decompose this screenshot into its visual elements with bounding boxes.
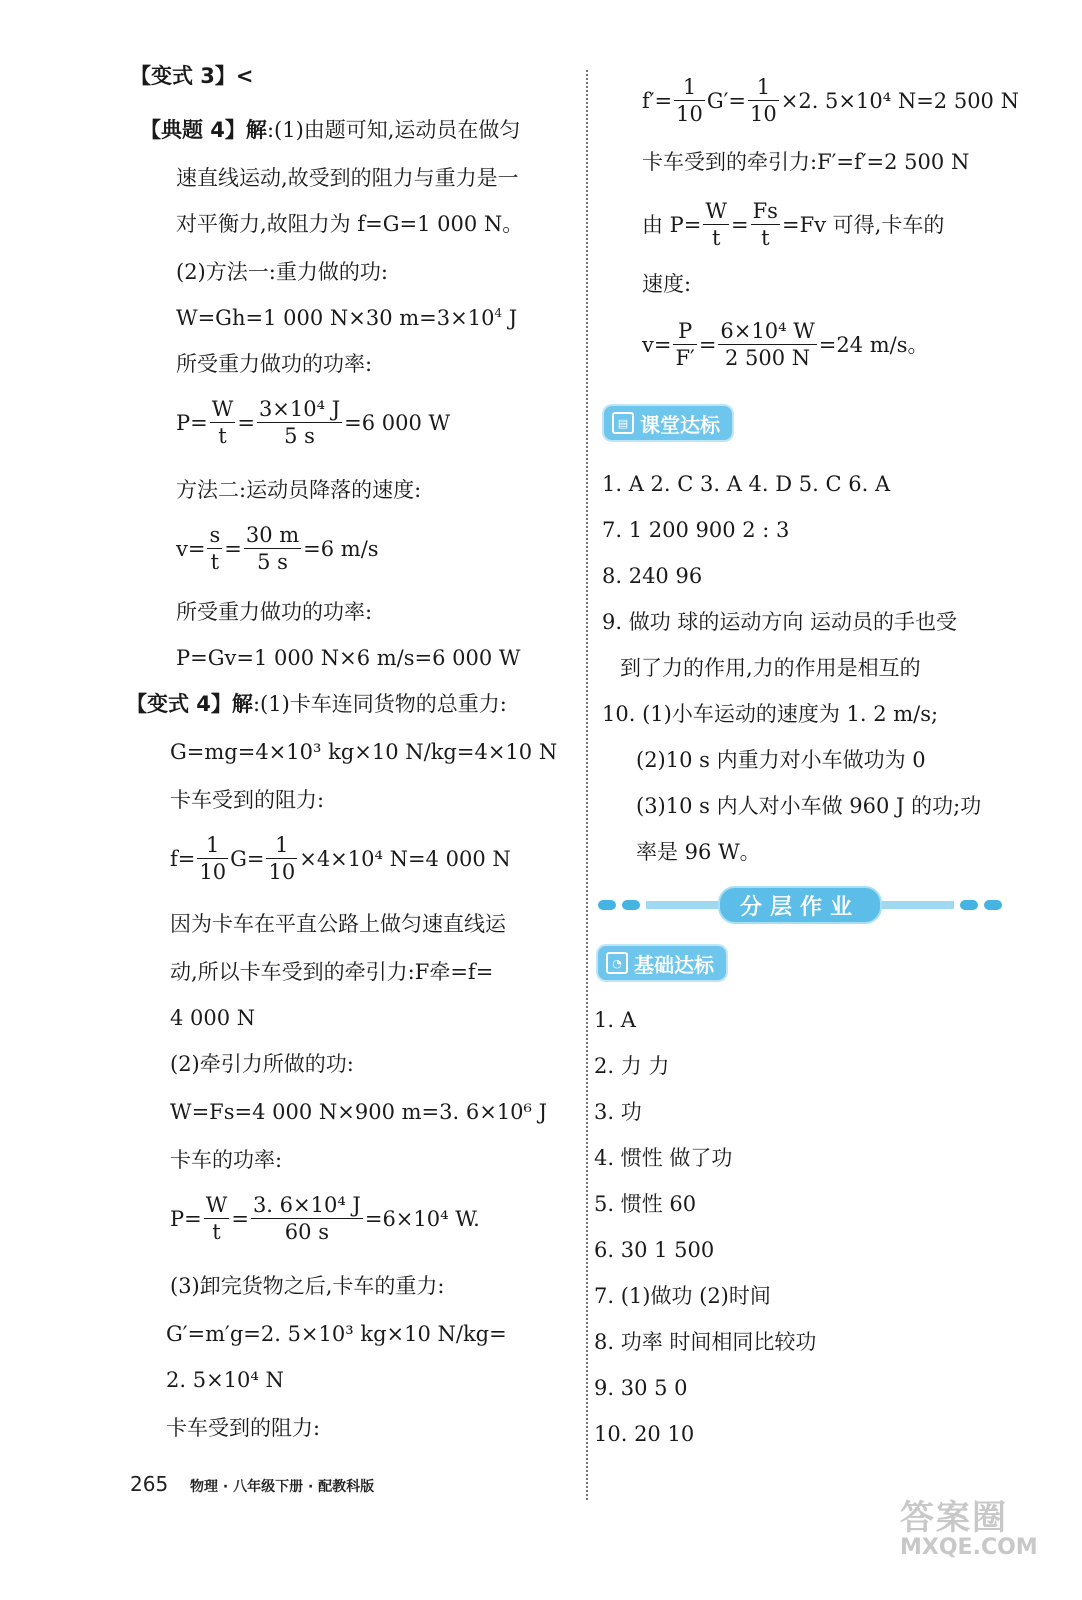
variant-4-heading: 【变式 4】解:(1)卡车连同货物的总重力: bbox=[126, 692, 507, 716]
answer-line: (3)10 s 内人对小车做 960 J 的功;功 bbox=[636, 794, 982, 818]
answer-line: 9. 30 5 0 bbox=[594, 1376, 688, 1400]
fraction: $\frac{30 m}{5 s}$ bbox=[245, 523, 300, 574]
text-line: 卡车受到的阻力: bbox=[170, 788, 325, 812]
fraction: $\frac{1}{10}$ bbox=[268, 833, 296, 884]
text-line: 卡车的功率: bbox=[170, 1148, 283, 1172]
fraction: $\frac{\text{6×10⁴ W}}{2 500 N}$ bbox=[720, 319, 815, 370]
banner-title: 分层作业 bbox=[718, 886, 882, 924]
answer-line: 10. 20 10 bbox=[594, 1422, 695, 1446]
text-line: 4 000 N bbox=[170, 1006, 256, 1030]
equation-line: W=Gh=1 000 N×30 $m=3\times 10^4$ J bbox=[176, 306, 518, 330]
text-line: 方法二:运动员降落的速度: bbox=[176, 478, 422, 502]
lock-icon: ◔ bbox=[606, 952, 628, 974]
fraction: $\frac{1}{10}$ bbox=[750, 75, 777, 126]
answer-line: 1. A bbox=[594, 1008, 636, 1032]
text-line: 速直线运动,故受到的阻力与重力是一 bbox=[176, 166, 519, 190]
example-4-heading: 【典题 4】解:(1)由题可知,运动员在做匀 bbox=[140, 118, 521, 142]
equation-line: 卡车受到的牵引力:F′=f′=2 500 N bbox=[642, 150, 970, 174]
text-line: 所受重力做功的功率: bbox=[176, 600, 373, 624]
answer-line: 10. (1)小车运动的速度为 1. 2 m/s; bbox=[602, 702, 939, 726]
text-line: (3)卸完货物之后,卡车的重力: bbox=[170, 1274, 445, 1298]
fraction: $\frac{\text{3×10⁴ J}}{5 s}$ bbox=[258, 397, 341, 448]
text-line: 对平衡力,故阻力为 f=G=1 000 N。 bbox=[176, 212, 524, 236]
fraction: $\frac{P}{F'}$ bbox=[675, 319, 695, 370]
section-badge-basic: ◔ 基础达标 bbox=[598, 946, 726, 980]
answer-line: 7. (1)做功 (2)时间 bbox=[594, 1284, 771, 1308]
equation-line: P=Gv=1 000 N×6 m/s=6 000 W bbox=[176, 646, 521, 670]
fraction: $\frac{s}{t}$ bbox=[209, 523, 221, 574]
fraction-equation: v= $\frac{s}{t}$ = $\frac{30 m}{5 s}$ =6 m/s bbox=[176, 523, 379, 574]
column-divider bbox=[586, 70, 588, 1500]
fraction-equation: f′= $\frac{1}{10}$ G′= $\frac{1}{10}$ ×2. 5×10⁴ N=2 500 N bbox=[642, 75, 1019, 126]
answer-line: 5. 惯性 60 bbox=[594, 1192, 697, 1216]
answer-line: 8. 功率 时间相同比较功 bbox=[594, 1330, 817, 1354]
answer-line: 8. 240 96 bbox=[602, 564, 703, 588]
answer-line: 1. A 2. C 3. A 4. D 5. C 6. A bbox=[602, 472, 891, 496]
equation-line: G=mg=4×10³ kg×10 N/kg=4×10 N bbox=[170, 740, 558, 764]
fraction: $\frac{\text{3. 6×10⁴ J}}{60 s}$ bbox=[252, 1193, 361, 1244]
fraction-equation: v= $\frac{P}{F'}$ = $\frac{\text{6×10⁴ W}}{2 500 N}$ =24 m/s。 bbox=[642, 319, 929, 370]
fraction: $\frac{Fs}{t}$ bbox=[752, 199, 778, 250]
fraction-equation: P= $\frac{W}{t}$ = $\frac{\text{3. 6×10⁴ J}}{60 s}$ =6×10⁴ W. bbox=[170, 1193, 480, 1244]
fraction-equation: P= $\frac{W}{t}$ = $\frac{\text{3×10⁴ J}}{5 s}$ =6 000 W bbox=[176, 397, 451, 448]
variant-3-line: 【变式 3】< bbox=[130, 64, 254, 88]
text-line: (2)牵引力所做的功: bbox=[170, 1052, 354, 1076]
answer-line: 到了力的作用,力的作用是相互的 bbox=[620, 656, 921, 680]
answer-line: 9. 做功 球的运动方向 运动员的手也受 bbox=[602, 610, 958, 634]
text-line: 速度: bbox=[642, 272, 692, 296]
fraction-equation: 由 P= $\frac{W}{t}$ = $\frac{Fs}{t}$ =Fv 可得,卡车的 bbox=[642, 199, 945, 250]
answer-line: 率是 96 W。 bbox=[636, 840, 761, 864]
fraction: $\frac{1}{10}$ bbox=[676, 75, 703, 126]
section-badge-classroom: ▤ 课堂达标 bbox=[604, 406, 732, 440]
equation-line: G′=m′g=2. 5×10³ kg×10 N/kg= bbox=[166, 1322, 507, 1346]
answer-line: 4. 惯性 做了功 bbox=[594, 1146, 733, 1170]
text-line: (2)方法一:重力做的功: bbox=[176, 260, 388, 284]
equation-line: W=Fs=4 000 N×900 m=3. 6×10⁶ J bbox=[170, 1100, 548, 1124]
answer-line: 7. 1 200 900 2 : 3 bbox=[602, 518, 790, 542]
page-number: 265 bbox=[130, 1472, 169, 1496]
answer-line: 2. 力 力 bbox=[594, 1054, 670, 1078]
equation-line: 2. 5×10⁴ N bbox=[166, 1368, 284, 1392]
text-line: 动,所以卡车受到的牵引力:F牵=f= bbox=[170, 960, 494, 984]
text-line: 卡车受到的阻力: bbox=[166, 1416, 321, 1440]
book-title-footer: 物理 · 八年级下册 · 配教科版 bbox=[190, 1479, 375, 1495]
fraction: $\frac{W}{t}$ bbox=[211, 397, 234, 448]
fraction: $\frac{1}{10}$ bbox=[199, 833, 227, 884]
fraction: $\frac{W}{t}$ bbox=[205, 1193, 228, 1244]
book-icon: ▤ bbox=[612, 412, 634, 434]
watermark-logo: 答案圈 MXQE.COM bbox=[900, 1498, 1038, 1560]
fraction: $\frac{W}{t}$ bbox=[705, 199, 727, 250]
text-line: 所受重力做功的功率: bbox=[176, 352, 373, 376]
answer-line: (2)10 s 内重力对小车做功为 0 bbox=[636, 748, 926, 772]
answer-line: 3. 功 bbox=[594, 1100, 642, 1124]
text-line: 因为卡车在平直公路上做匀速直线运 bbox=[170, 912, 506, 936]
layered-homework-banner bbox=[598, 888, 1008, 922]
answer-line: 6. 30 1 500 bbox=[594, 1238, 715, 1262]
fraction-equation: f= $\frac{1}{10}$ G= $\frac{1}{10}$ ×4×10⁴ N=4 000 N bbox=[170, 833, 511, 884]
